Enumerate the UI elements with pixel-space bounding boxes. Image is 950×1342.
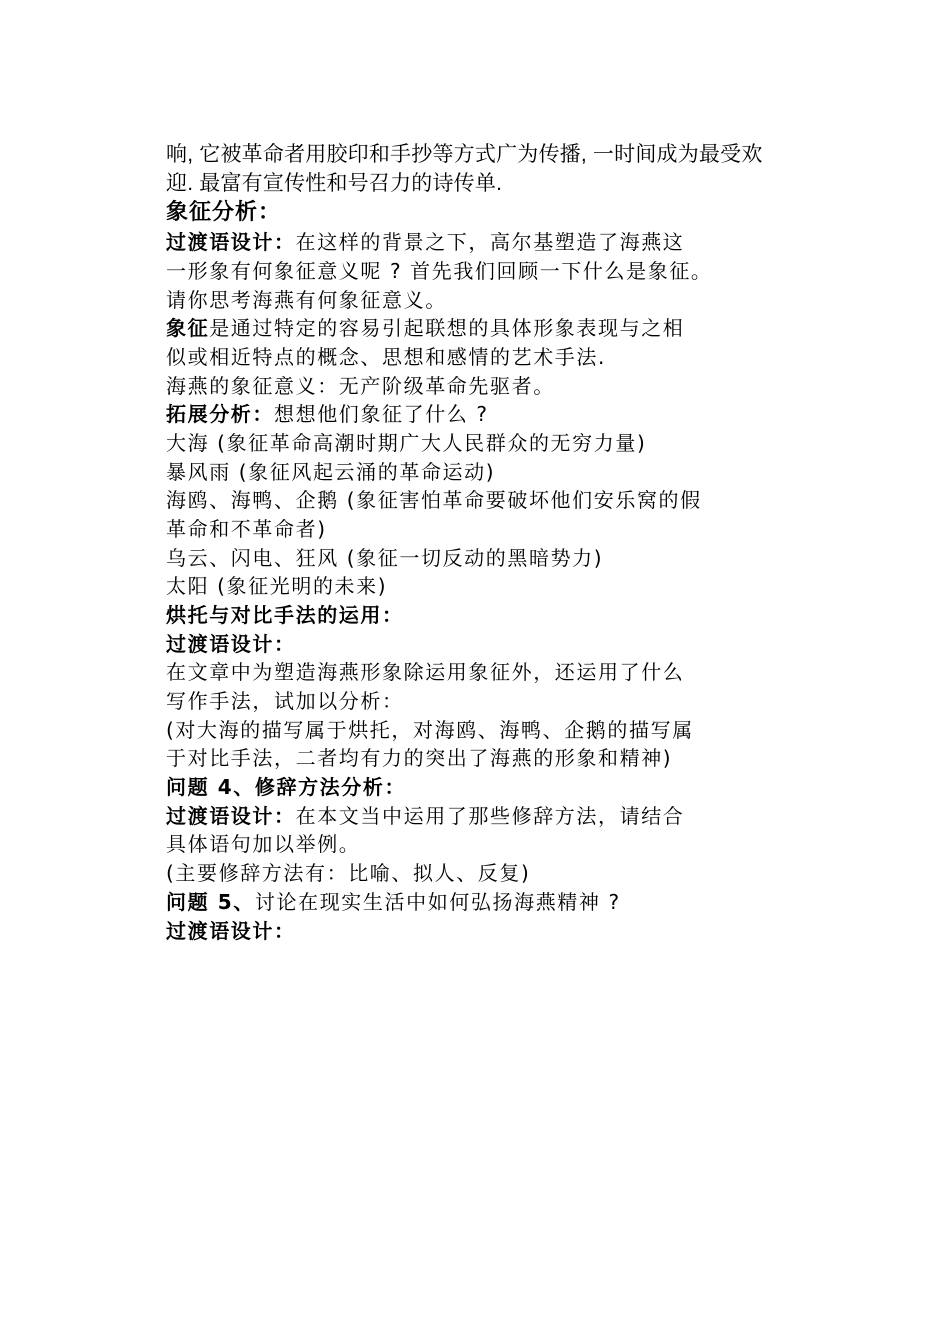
petrel-meaning: 海燕的象征意义：无产阶级革命先驱者。 <box>166 374 555 398</box>
symbol-item: 海鸥、海鸭、企鹅 (象征害怕革命要破坏他们安乐窝的假 <box>166 488 702 512</box>
intro-line-2: 迎. 最富有宣传性和号召力的诗传单. <box>166 172 503 195</box>
symbol-transition-line-2: 一形象有何象征意义呢 ? 首先我们回顾一下什么是象征。 <box>166 259 713 283</box>
question-5-line <box>166 888 621 916</box>
transition-text: 在这样的背景之下，高尔基塑造了海燕这 <box>295 230 685 254</box>
question-5-transition-label: 过渡语设计： <box>166 919 296 943</box>
transition-text: 在本文当中运用了那些修辞方法，请结合 <box>295 804 685 828</box>
contrast-transition-label: 过渡语设计： <box>166 632 296 656</box>
symbol-item: 太阳 (象征光明的未来) <box>166 574 388 598</box>
contrast-text-line-2: 写作手法，试加以分析： <box>166 689 404 713</box>
rhetoric-answer: (主要修辞方法有：比喻、拟人、反复) <box>166 861 531 885</box>
contrast-answer-line-2: 于对比手法，二者均有力的突出了海燕的形象和精神) <box>166 746 673 770</box>
definition-term: 象征 <box>166 316 210 340</box>
symbol-item: 暴风雨 (象征风起云涌的革命运动) <box>166 460 496 484</box>
symbol-definition-line-2: 似或相近特点的概念、思想和感情的艺术手法. <box>166 345 606 369</box>
rhetoric-heading: 问题 4、修辞方法分析： <box>166 775 407 799</box>
symbol-item: 乌云、闪电、狂风 (象征一切反动的黑暗势力) <box>166 546 604 570</box>
question-5-text: 讨论在现实生活中如何弘扬海燕精神 ? <box>254 890 621 914</box>
rhetoric-transition-line-2: 具体语句加以举例。 <box>166 832 361 856</box>
contrast-heading: 烘托与对比手法的运用： <box>166 603 404 627</box>
extend-question: 想想他们象征了什么 ? <box>274 402 489 426</box>
question-5-label: 问题 5、 <box>166 890 255 914</box>
symbol-analysis-heading: 象征分析： <box>166 200 282 225</box>
definition-text: 是通过特定的容易引起联想的具体形象表现与之相 <box>209 316 685 340</box>
symbol-transition-line-1 <box>166 228 684 256</box>
contrast-answer-line-1: (对大海的描写属于烘托，对海鸥、海鸭、企鹅的描写属 <box>166 718 694 742</box>
symbol-definition-line-1 <box>166 314 684 342</box>
extend-analysis-line <box>166 400 489 428</box>
contrast-text-line-1: 在文章中为塑造海燕形象除运用象征外，还运用了什么 <box>166 660 685 684</box>
transition-label: 过渡语设计： <box>166 804 296 828</box>
transition-label: 过渡语设计： <box>166 230 296 254</box>
extend-label: 拓展分析： <box>166 402 274 426</box>
symbol-transition-line-3: 请你思考海燕有何象征意义。 <box>166 288 447 312</box>
rhetoric-transition-line-1 <box>166 802 684 830</box>
symbol-item: 革命和不革命者) <box>166 517 327 541</box>
symbol-item: 大海 (象征革命高潮时期广大人民群众的无穷力量) <box>166 431 647 455</box>
intro-line-1: 响, 它被革命者用胶印和手抄等方式广为传播, 一时间成为最受欢 <box>166 143 763 166</box>
